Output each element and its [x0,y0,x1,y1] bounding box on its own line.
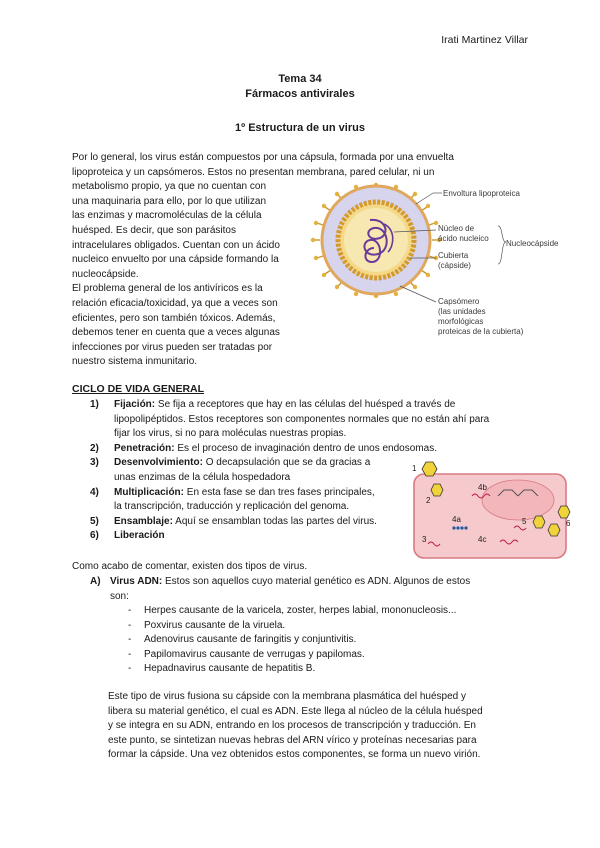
step-number: 4) [90,486,99,498]
intro-line: las enzimas y macromoléculas de la célula [72,210,262,222]
cycle-label-5: 5 [522,517,527,526]
step-term: Ensamblaje: [114,515,173,527]
label-envelope: Envoltura lipoproteica [443,189,520,198]
intro-line: huésped. Es decir, que son parásitos [72,224,236,236]
cycle-step [90,442,437,457]
cycle-step [90,398,490,442]
intro-line: infecciones por virus pueden ser tratadas por [72,341,273,353]
step-text: unas enzimas de la célula hospedadora [114,471,291,483]
intro-line: nucleocápside. [72,268,139,280]
paragraph-line: y se integra en su ADN, entrando en los procesos de transcripción y traducción. En [108,720,476,732]
list-item: - Herpes causante de la varicela, zoster, herpes labial, mononucleosis... [128,604,538,619]
intro-line: relación eficacia/toxicidad, ya que a veces son [72,297,278,309]
virus-adn-text: Estos son aquellos cuyo material genético es ADN. Algunos de estos [162,576,471,587]
list-item-text: Herpes causante de la varicela, zoster, herpes labial, mononucleosis... [144,605,457,616]
step-number: 1) [90,399,99,410]
label-core-2: ácido nucleico [438,234,489,243]
label-capsomer-3: morfológicas [438,317,484,326]
virus-structure-diagram [308,178,559,346]
virus-adn-text: son: [110,590,129,602]
list-item-text: Poxvirus causante de la viruela. [144,619,286,631]
step-text: lipopolipéptidos. Estos receptores son componentes normales que no están ahí para [114,413,490,425]
intro-line: El problema general de los antivíricos es la [72,283,263,295]
virus-adn-term: Virus ADN: [110,576,163,587]
cycle-label-3: 3 [422,535,427,544]
list-item: - Hepadnavirus causante de hepatitis B. [128,662,538,677]
virus-adn-block [90,575,530,604]
step-term: Liberación [114,530,165,542]
step-term: Multiplicación: [114,486,184,498]
step-text: Aquí se ensamblan todas las partes del virus. [172,515,377,527]
section-heading: 1º Estructura de un virus [235,122,365,134]
cycle-step [90,486,412,515]
intro-line: nucleico envuelto por una cápside formando la [72,254,279,266]
step-text: En esta fase se dan tres fases principales, [184,486,375,498]
intro-line: nuestro sistema inmunitario. [72,356,198,368]
list-item: - Adenovirus causante de faringitis y conjuntivitis. [128,633,538,648]
host-nucleus [482,480,554,520]
step-number: 3) [90,457,99,469]
topic-number: Tema 34 [278,73,322,85]
step-term: Desenvolvimiento: [114,457,203,469]
label-capsomer-1: Capsómero [438,297,480,306]
cycle-step [90,515,412,530]
list-item-text: Papilomavirus causante de verrugas y papilomas. [144,648,365,660]
cycle-step [90,456,412,485]
step-text: fijar los virus, si no para moléculas nuestras propias. [114,428,347,440]
list-item: - Papilomavirus causante de verrugas y papilomas. [128,648,538,663]
paragraph-line: este punto, se sintetizan nuevas hebras del ARN vírico y proteínas necesarias para [108,734,477,746]
paragraph-line: libera su material genético, el cual es ADN. Este llega al núcleo de la célula huésped [108,705,483,717]
list-item-text: Hepadnavirus causante de hepatitis B. [144,663,316,675]
label-capsomer-2: (las unidades [438,307,486,316]
cycle-label-4c: 4c [478,535,487,544]
virus-adn-letter: A) [90,576,101,587]
page-title: Fármacos antivirales [245,88,355,100]
intro-line: Por lo general, los virus están compuestos por una cápsula, formada por una envuelta [72,152,454,163]
cycle-label-4b: 4b [478,483,487,492]
cycle-label-6: 6 [566,519,571,528]
label-capsid-2: (cápside) [438,261,471,270]
step-text: O decapsulación que se da gracias a [202,457,371,469]
step-term: Penetración: [114,442,175,454]
virus-adn-examples [128,604,538,677]
list-item-text: Adenovirus causante de faringitis y conjuntivitis. [144,634,357,646]
types-intro: Como acabo de comentar, existen dos tipos de virus. [72,561,308,572]
label-capsid-1: Cubierta [438,251,469,260]
intro-line: lipoproteica y un capsómeros. Estos no presentan membrana, pared celular, ni un [72,166,435,178]
cycle-label-4a: 4a [452,515,461,524]
step-text: Se fija a receptores que hay en las células del huésped a través de [155,399,456,410]
step-number: 5) [90,515,99,527]
step-term: Fijación: [114,399,156,410]
paragraph-line: Este tipo de virus fusiona su cápside con la membrana plasmática del huésped y [108,691,466,702]
virus-cycle-diagram [406,460,578,564]
step-text: Es el proceso de invaginación dentro de unos endosomas. [174,442,437,454]
cycle-heading: CICLO DE VIDA GENERAL [72,383,205,395]
paragraph-line: formar la cápside. Una vez obtenidos estos componentes, se forma un nuevo virión. [108,749,481,761]
label-capsomer-4: proteicas de la cubierta) [438,327,524,336]
virus-adn-paragraph [108,690,548,763]
label-nucleocapsid: Nucleocápside [506,239,559,248]
step-number: 6) [90,530,99,542]
list-item: - Poxvirus causante de la viruela. [128,619,538,634]
intro-line: intracelulares obligados. Cuentan con un ácido [72,239,280,251]
intro-line: eficientes, pero son también tóxicos. Además, [72,312,276,324]
capsid-interior [344,208,408,272]
intro-line: debemos tener en cuenta que a veces algunas [72,327,280,339]
label-core-1: Núcleo de [438,224,475,233]
cycle-label-2: 2 [426,496,431,505]
cycle-label-1: 1 [412,464,417,473]
intro-line: una maquinaria para ello, por lo que utilizan [72,195,267,207]
step-text: la transcripción, traducción y replicación del genoma. [114,501,350,513]
author-name: Irati Martinez Villar [441,34,528,46]
step-number: 2) [90,442,99,454]
intro-line: metabolismo propio, ya que no cuentan con [72,181,267,193]
cycle-step [90,529,412,544]
